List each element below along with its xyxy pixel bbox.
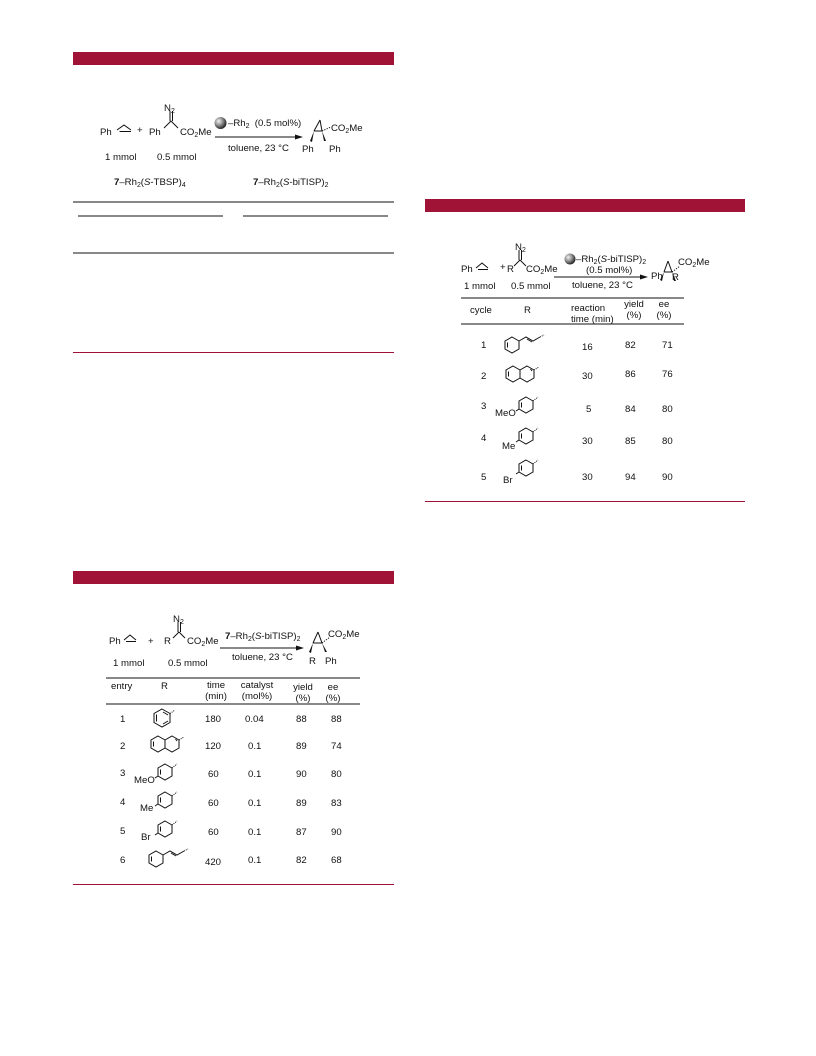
catalyst-cell: 0.1 [248,827,262,838]
catalyst-left-label: $7-Rh_2(S-TBSP)_4$ [114,177,186,189]
time-cell: 120 [205,741,222,752]
ee-cell: 83 [331,798,342,809]
catalyst-loading-label: (0.5 mol%) [586,265,633,276]
alkene-ph-label: Ph [461,264,473,275]
ee-cell: 90 [331,827,342,838]
yield-cell: 94 [625,472,636,483]
col-header-ee: ee (%) [656,299,672,322]
catalyst-cell: 0.1 [248,769,262,780]
diazo-n2-label: $N_2$ [173,614,184,626]
ee-cell: 80 [662,436,673,447]
time-cell: 5 [586,404,592,415]
yield-cell: 88 [296,714,307,725]
diazo-n2-label: $N_2$ [164,103,175,115]
product-ester-label: $CO_2Me$ [331,123,363,135]
r-substituent-label: MeO [495,408,516,419]
cycle-cell: 5 [481,472,487,483]
ee-cell: 80 [662,404,673,415]
r-substituent-label: Br [141,832,151,843]
time-cell: 30 [582,436,593,447]
col-header-yield: yield (%) [624,299,644,322]
col-header-time: time (min) [205,680,227,703]
yield-cell: 82 [296,855,307,866]
r-methoxyphenyl-icon [516,397,538,413]
diazo-ester-label: $CO_2Me$ [526,264,558,276]
yield-cell: 82 [625,340,636,351]
r-substituent-label: Me [502,441,516,452]
diazo-ester-label: $CO_2Me$ [187,636,219,648]
conditions-label: toluene, 23 °C [228,143,289,154]
alkene-amount: 1 mmol [105,152,137,163]
product-ph-label: Ph [651,271,663,282]
catalyst-cell: 0.1 [248,855,262,866]
alkene-ph-label: Ph [109,636,121,647]
col-header-cycle: cycle [470,305,492,316]
alkene-amount: 1 mmol [464,281,496,292]
yield-cell: 89 [296,741,307,752]
col-header-ee: ee (%) [325,682,341,705]
product-ester-label: $CO_2Me$ [678,257,710,269]
r-substituent-label: Br [503,475,513,486]
diazo-amount: 0.5 mmol [511,281,551,292]
r-methylphenyl-icon [516,428,538,444]
product-ph-label-1: Ph [302,144,314,155]
cycle-cell: 2 [481,371,487,382]
col-header-r: R [161,681,168,692]
yield-cell: 84 [625,404,636,415]
yield-cell: 86 [625,369,636,380]
ee-cell: 80 [331,769,342,780]
product-ester-label: $CO_2Me$ [328,629,360,641]
alkene-amount: 1 mmol [113,658,145,669]
r-styryl-icon [505,335,544,353]
cycle-cell: 1 [481,340,487,351]
resin-bead-icon [565,254,576,265]
ee-cell: 74 [331,741,342,752]
cycle-cell: 4 [481,433,487,444]
yield-cell: 85 [625,436,636,447]
plus-sign: + [500,262,506,273]
entry-cell: 5 [120,826,126,837]
ee-cell: 71 [662,340,673,351]
time-cell: 420 [205,857,222,868]
ee-cell: 90 [662,472,673,483]
plus-sign: + [148,636,154,647]
diazo-r-label: R [507,264,514,275]
yield-cell: 87 [296,827,307,838]
time-cell: 60 [208,798,219,809]
catalyst-loading-label: $-Rh_2$ (0.5 mol%) [228,118,302,130]
ee-cell: 68 [331,855,342,866]
catalyst-cell: 0.1 [248,798,262,809]
catalyst-label: $-Rh_2(S-biTISP)_2$ [576,254,647,266]
catalyst-right-label: $7-Rh_2(S-biTISP)_2$ [253,177,329,189]
r-bromophenyl-icon [516,460,538,476]
entry-cell: 4 [120,797,126,808]
product-ph-label: Ph [325,656,337,667]
time-cell: 60 [208,769,219,780]
cycle-cell: 3 [481,401,487,412]
diazo-r-label: R [164,636,171,647]
time-cell: 60 [208,827,219,838]
yield-cell: 89 [296,798,307,809]
diazo-amount: 0.5 mmol [157,152,197,163]
entry-cell: 2 [120,741,126,752]
catalyst-cell: 0.04 [245,714,264,725]
r-substituent-label: MeO [134,775,155,786]
col-header-time: reaction time (min) [571,303,614,326]
time-cell: 180 [205,714,222,725]
product-r-label: R [672,272,679,283]
catalyst-cell: 0.1 [248,741,262,752]
entry-cell: 6 [120,855,126,866]
col-header-r: R [524,305,531,316]
time-cell: 30 [582,371,593,382]
diazo-ester-label: $CO_2Me$ [180,127,212,139]
ee-cell: 88 [331,714,342,725]
alkene-ph-label: Ph [100,127,112,138]
entry-cell: 3 [120,768,126,779]
time-cell: 16 [582,342,593,353]
ee-cell: 76 [662,369,673,380]
panel-c-bottom-rule [425,501,745,502]
r-substituent-label: Me [140,803,154,814]
yield-cell: 90 [296,769,307,780]
product-r-label: R [309,656,316,667]
product-ph-label-2: Ph [329,144,341,155]
col-header-entry: entry [111,681,133,692]
arrow-head-icon [640,275,648,280]
diazo-amount: 0.5 mmol [168,658,208,669]
conditions-label: toluene, 23 °C [232,652,293,663]
time-cell: 30 [582,472,593,483]
catalyst-label: $7-Rh_2(S-biTISP)_2$ [225,631,301,643]
r-naphthyl-icon [506,366,539,382]
entry-cell: 1 [120,714,126,725]
plus-sign: + [137,125,143,136]
col-header-catalyst: catalyst (mol%) [240,680,274,703]
col-header-yield: yield (%) [293,682,313,705]
diazo-n2-label: $N_2$ [515,242,526,254]
diazo-ph-label: Ph [149,127,161,138]
conditions-label: toluene, 23 °C [572,280,633,291]
